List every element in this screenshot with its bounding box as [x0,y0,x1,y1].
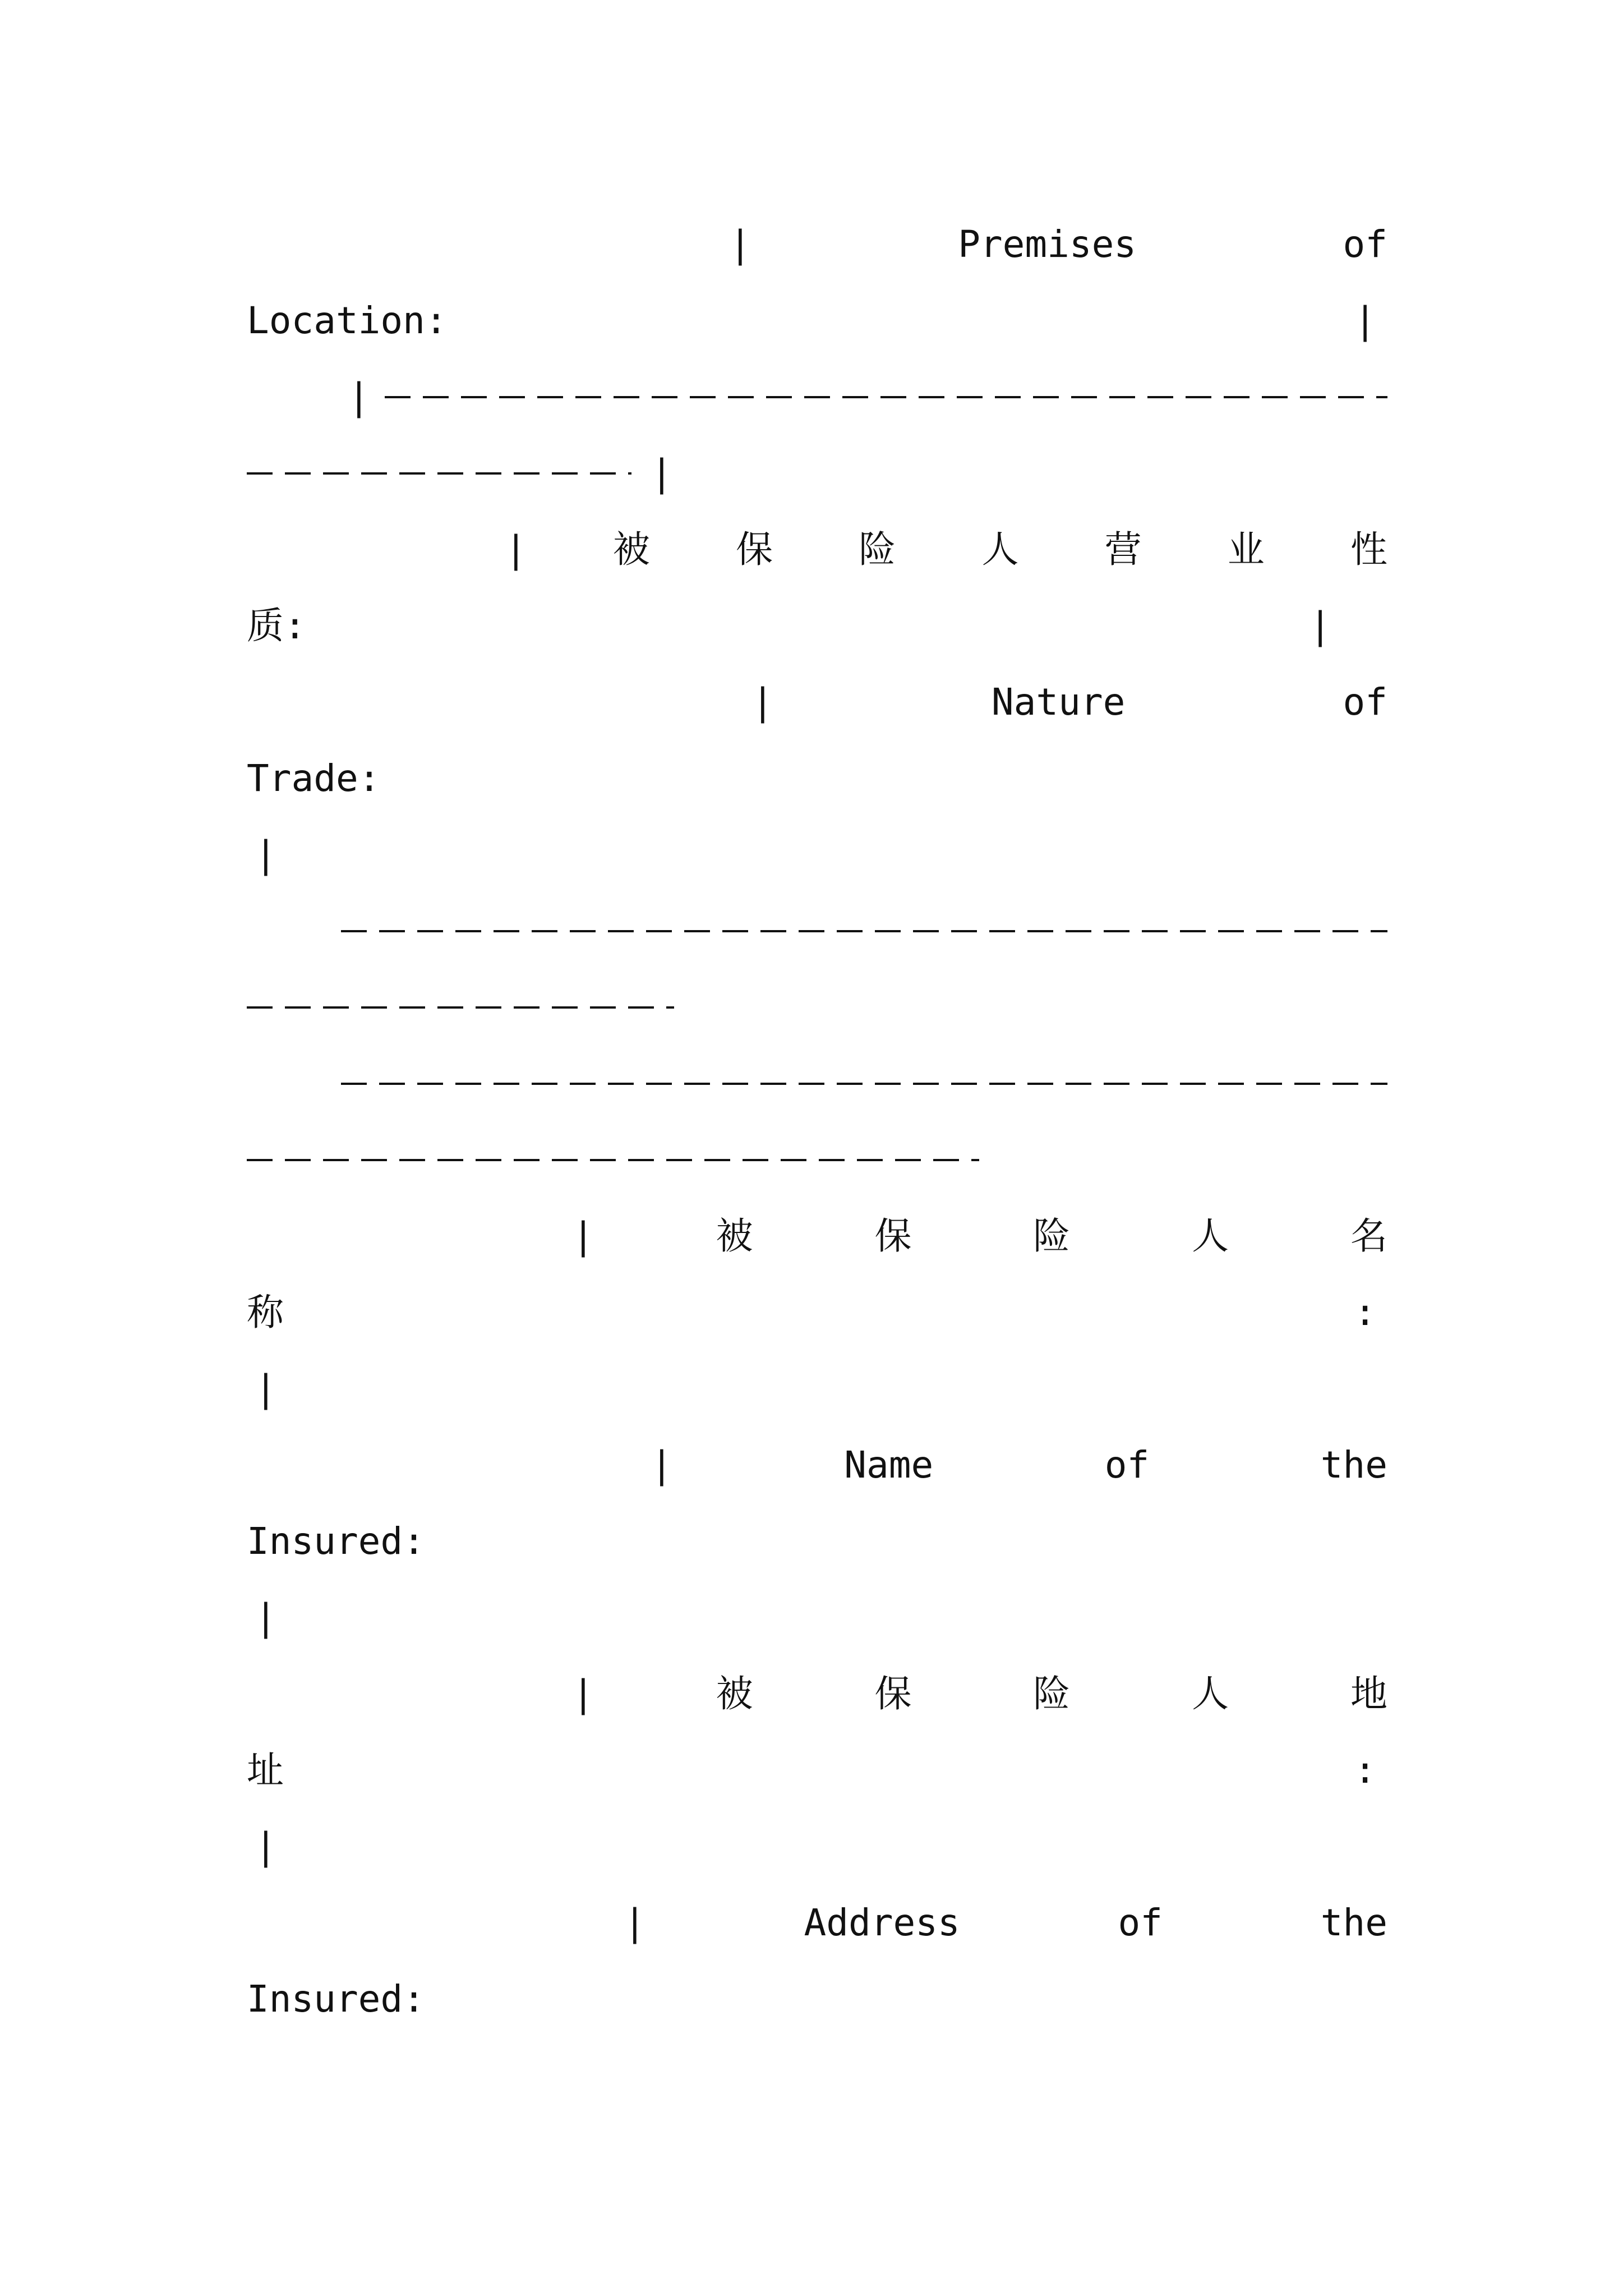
nature-of-trade-cn-line: | 被 保 险 人 营 业 性 [247,523,1387,577]
table-border-mark: | [255,1825,277,1868]
insured-address-en-line: Insured: [247,1977,425,2021]
table-border-mark: | [255,1367,277,1410]
nature-of-trade-en-line: Trade: [247,757,381,800]
table-border-mark: | [651,452,673,495]
table-border-mark: | [729,223,751,266]
insured-address-cn-line: | 被 保 险 人 地 [247,1667,1387,1721]
table-border-mark: | [505,528,527,571]
dashed-rule [247,1006,674,1009]
dashed-rule [341,930,1387,932]
table-border-mark: | [255,1596,277,1639]
separator-line [247,1133,1387,1187]
table-border-mark: | [572,1672,594,1715]
separator-line [247,981,1387,1034]
separator-line [247,1057,1387,1111]
border-line [247,828,1387,882]
table-border-mark: | [651,1443,673,1487]
border-line [247,1362,1387,1416]
table-border-mark: | [572,1214,594,1258]
insured-address-cn-line: 址 : [247,1749,1376,1792]
nature-of-trade-en-line: | Nature of [247,675,1387,729]
separator-line [247,904,1387,958]
dashed-rule [247,472,631,475]
table-border-mark: | [624,1901,646,1944]
insured-name-cn-line: 称 : [247,1291,1376,1334]
dashed-rule [341,1083,1387,1085]
table-border-mark: | [255,833,277,876]
separator-line [247,447,1387,500]
table-border-mark: | [348,375,370,418]
table-border-mark: | [1309,604,1331,647]
table-border-mark: | [1354,299,1376,342]
insured-address-en-line: | Address of the [247,1896,1387,1950]
insured-name-en-line: | Name of the [247,1438,1387,1492]
separator-line [247,370,1387,424]
nature-of-trade-cn-line: 质: | [247,599,1387,653]
dashed-rule [385,396,1387,398]
insured-name-en-line: Insured: [247,1520,425,1563]
insured-name-cn-line: | 被 保 险 人 名 [247,1209,1387,1263]
border-line [247,1591,1387,1645]
border-line [247,1820,1387,1874]
dashed-rule [247,1159,979,1161]
table-border-mark: | [751,680,774,724]
location-label-line: Location: | [247,294,1387,348]
premises-label-line: | Premises of [247,218,1387,272]
